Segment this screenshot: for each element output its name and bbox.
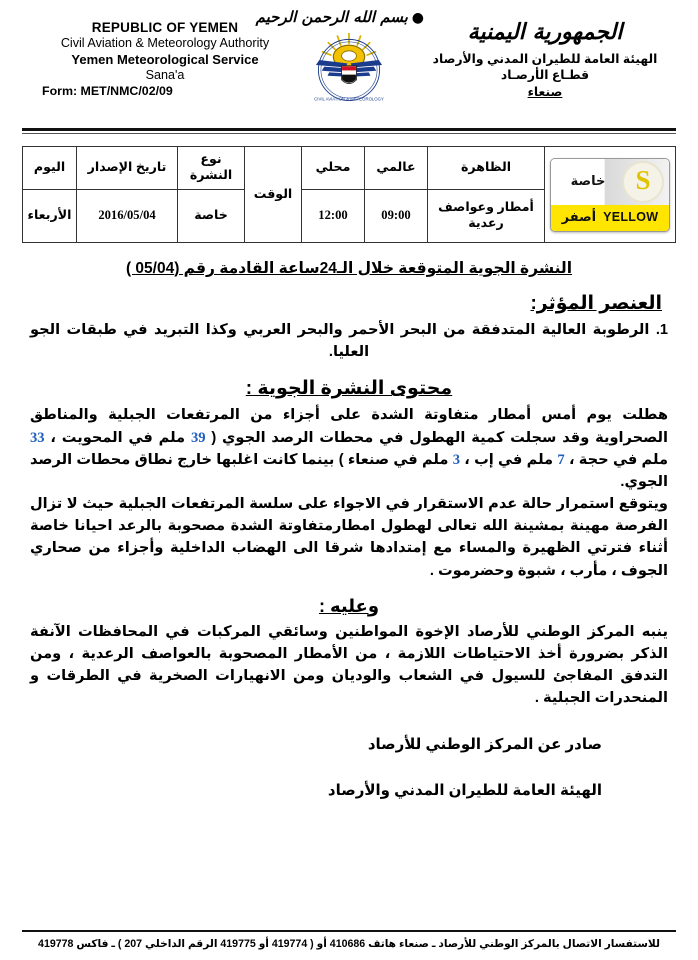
- arabic-sector-name: قطـاع الأرصـاد: [500, 68, 590, 83]
- section-paragraph: 1. الرطوبة العالية المتدفقة من البحر الأحمر والبحر العربي وكذا التبريد في طبقات الجو العليا.: [30, 322, 668, 361]
- reading-station-2: ملم في حجة ،: [564, 451, 668, 468]
- basmala-calligraphy: ●بسم الله الرحمن الرحيم: [255, 8, 424, 26]
- english-service-name: Yemen Meteorological Service: [71, 51, 259, 67]
- english-country-name: REPUBLIC OF YEMEN: [91, 20, 239, 35]
- reading-value-1: 39: [190, 429, 206, 446]
- advisory-paragraph: ينبه المركز الوطني للأرصاد الإخوة المواطنين وسائقي المركبات في المحافظات الآنفة الذكر بضرورة أخذ الاحتياطات اللازمة ، من الأمطار المصحوبة بالعواصف الرعدية ، ومن التدفق المفاجئ للسيول في الشعاب والوديان ومن الانهيارات الصخرية في الطرقات و المنحدرات الجبلية .: [30, 623, 668, 707]
- header-day: اليوم: [23, 147, 77, 190]
- header-issue-date: تاريخ الإصدار: [77, 147, 178, 190]
- reading-station-4: ملم في صنعاء ): [334, 451, 453, 468]
- svg-text:CIVIL AVIATION & METEOROLOGY: CIVIL AVIATION & METEOROLOGY: [314, 96, 384, 102]
- emblem-block: [255, 8, 424, 108]
- readings-suffix: بينما كانت اغلبها خارج نطاق محطات الرصد الجوي.: [30, 451, 668, 490]
- document-footer: [22, 930, 676, 952]
- header-phenomenon: الظاهرة: [428, 147, 545, 190]
- value-phenomenon: أمطار وعواصف رعدية: [428, 190, 545, 243]
- badge-symbol: S: [635, 164, 651, 195]
- section-bulletin-content: [22, 377, 676, 581]
- reading-value-3: 7: [557, 451, 565, 468]
- document-header: [22, 0, 676, 126]
- header-divider: [22, 128, 676, 134]
- value-issue-date: 2016/05/04: [77, 190, 178, 243]
- arabic-city: صنعاء: [527, 84, 563, 99]
- header-time: الوقت: [245, 147, 302, 243]
- reading-station-3: ملم في إب ،: [459, 451, 558, 468]
- civil-aviation-meteorology-logo-icon: [307, 27, 391, 103]
- reading-value-2: 33: [30, 429, 45, 446]
- badge-level-english: YELLOW: [603, 209, 659, 224]
- section-advisory: [22, 596, 676, 710]
- english-authority-block: [30, 20, 300, 99]
- footer-contact-text: للاستفسار الاتصال بالمركز الوطني للأرصاد ـ صنعاء هاتف 410686 أو ( 419774 أو 419775 الرقم الداخلي 207 ) ـ فاكس 419778: [38, 938, 660, 951]
- section-heading: محتوى النشرة الجوية :: [245, 378, 453, 400]
- table-header-row: [23, 147, 676, 190]
- header-local-time: محلي: [302, 147, 365, 190]
- authority-line: الهيئة العامة للطيران المدني والأرصاد: [327, 782, 602, 800]
- value-global-time: 09:00: [365, 190, 428, 243]
- form-number: Form: MET/NMC/02/09: [42, 84, 173, 99]
- section-heading: العنصر المؤثر:: [530, 293, 662, 314]
- special-warning-s-icon: [622, 161, 664, 203]
- issuer-line: صادر عن المركز الوطني للأرصاد: [367, 736, 602, 754]
- header-bulletin-type: نوع النشرة: [178, 147, 245, 190]
- header-global-time: عالمي: [365, 147, 428, 190]
- badge-type-label: خاصة: [570, 173, 606, 189]
- readings-prefix: هطلت يوم أمس أمطار متفاوتة الشدة على أجزاء من المرتفعات الجبلية والمناطق الصحراوية وقد سجلت كمية الهطول في محطات الرصد الجوي (: [30, 407, 668, 446]
- warning-level-badge: [550, 158, 670, 232]
- arabic-country-calligraphy: الجمهورية اليمنية: [467, 19, 623, 45]
- rainfall-readings-paragraph: [22, 404, 676, 493]
- bulletin-table: [22, 146, 676, 243]
- value-day: الأربعاء: [23, 190, 77, 243]
- forecast-paragraph: ويتوقع استمرار حالة عدم الاستقرار في الاجواء على سلسة المرتفعات الجبلية حيث لا تزال الفرصة مهينة بمشينة الله تعالى لهطول امطارمتفاوتة الشدة مصحوبة بالرعد احيانا خاصة أثناء فترتي الظهيرة والمساء مع إمتدادها شرقا الى الهضاب الداخلية وأجزاء من صحاري الجوف ، مأرب ، شبوة وحضرموت .: [30, 496, 668, 579]
- reading-station-1: ملم في المحويت ،: [44, 429, 191, 446]
- page-title: النشرة الجوية المتوقعة خلال الـ24ساعة القادمة رقم (05/04 ): [125, 260, 573, 277]
- bullet-dot-icon: ●: [411, 10, 424, 26]
- english-city: Sana'a: [145, 67, 185, 82]
- english-authority-name: Civil Aviation & Meteorology Authority: [60, 36, 270, 51]
- badge-level-row: [551, 205, 669, 231]
- value-bulletin-type: خاصة: [178, 190, 245, 243]
- value-local-time: 12:00: [302, 190, 365, 243]
- reading-value-4: 3: [452, 451, 460, 468]
- section-heading: وعليه :: [318, 595, 380, 616]
- bulletin-table-wrap: [22, 146, 676, 243]
- section-influencing-factor: [22, 292, 676, 363]
- arabic-authority-name: الهيئة العامة للطيران المدني والأرصاد: [432, 51, 658, 66]
- warning-badge-cell: [545, 147, 676, 243]
- footer-divider: [22, 930, 676, 932]
- badge-level-arabic: أصفر: [561, 209, 597, 225]
- arabic-authority-block: [420, 18, 670, 100]
- badge-top-row: [551, 159, 669, 205]
